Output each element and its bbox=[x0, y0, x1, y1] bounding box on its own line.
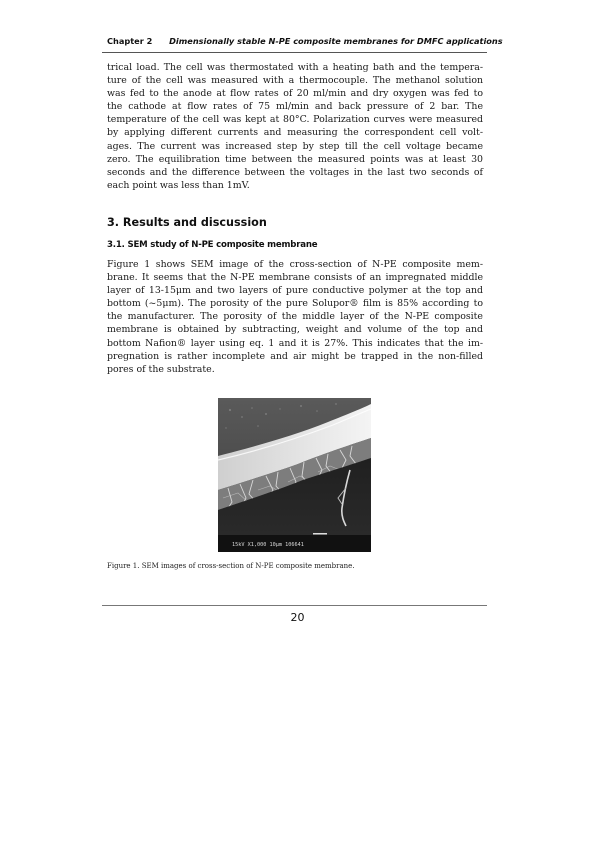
figure-caption: Figure 1. SEM images of cross-section of N-PE composite membrane. bbox=[107, 562, 355, 570]
chapter-label: Chapter 2 bbox=[107, 36, 153, 46]
chapter-title: Dimensionally stable N-PE composite membranes for DMFC applications bbox=[169, 36, 503, 46]
paragraph-line: ages. The current was increased step by step till the cell voltage became bbox=[107, 140, 483, 152]
page-number: 20 bbox=[290, 611, 305, 624]
paragraph-line: bottom Nafion® layer using eq. 1 and it is 27%. This indicates that the im- bbox=[107, 337, 483, 349]
paragraph-line: ture of the cell was measured with a thermocouple. The methanol solution bbox=[107, 75, 483, 87]
sem-cross-section-image bbox=[218, 398, 371, 552]
paragraph-line: membrane is obtained by subtracting, weight and volume of the top and bbox=[107, 324, 483, 336]
paragraph-line: trical load. The cell was thermostated with a heating bath and the tempera- bbox=[107, 62, 483, 73]
running-header bbox=[107, 36, 503, 46]
subsection-heading: 3.1. SEM study of N-PE composite membrane bbox=[107, 240, 318, 250]
paragraph-line: by applying different currents and measuring the correspondent cell volt- bbox=[107, 127, 483, 139]
header-divider bbox=[102, 52, 487, 53]
paragraph-line: the cathode at flow rates of 75 ml/min and back pressure of 2 bar. The bbox=[107, 101, 483, 113]
paragraph-line: pregnation is rather incomplete and air might be trapped in the non-filled bbox=[107, 350, 483, 362]
paragraph-line: Figure 1 shows SEM image of the cross-section of N-PE composite mem- bbox=[107, 259, 483, 270]
paragraph-line: brane. It seems that the N-PE membrane consists of an impregnated middle bbox=[107, 272, 483, 284]
paragraph-line: was fed to the anode at flow rates of 20 ml/min and dry oxygen was fed to bbox=[107, 88, 483, 100]
sem-info-bar: 15kV X1,000 10μm 106641 bbox=[232, 542, 304, 548]
paragraph-line: bottom (~5μm). The porosity of the pure Solupor® film is 85% according to bbox=[107, 298, 483, 310]
paragraph-line: zero. The equilibration time between the measured points was at least 30 bbox=[107, 153, 483, 165]
section-heading: 3. Results and discussion bbox=[107, 216, 267, 229]
footer-divider bbox=[102, 605, 487, 606]
paragraph-line: temperature of the cell was kept at 80°C. Polarization curves were measured bbox=[107, 114, 483, 126]
paragraph-line: layer of 13-15μm and two layers of pure conductive polymer at the top and bbox=[107, 285, 483, 297]
intro-paragraph bbox=[107, 61, 483, 192]
paragraph-line: each point was less than 1mV. bbox=[107, 179, 250, 191]
paragraph-line: the manufacturer. The porosity of the middle layer of the N-PE composite bbox=[107, 311, 483, 323]
paragraph-line: seconds and the difference between the voltages in the last two seconds of bbox=[107, 166, 483, 178]
body-paragraph bbox=[107, 258, 483, 376]
paragraph-line: pores of the substrate. bbox=[107, 363, 215, 375]
